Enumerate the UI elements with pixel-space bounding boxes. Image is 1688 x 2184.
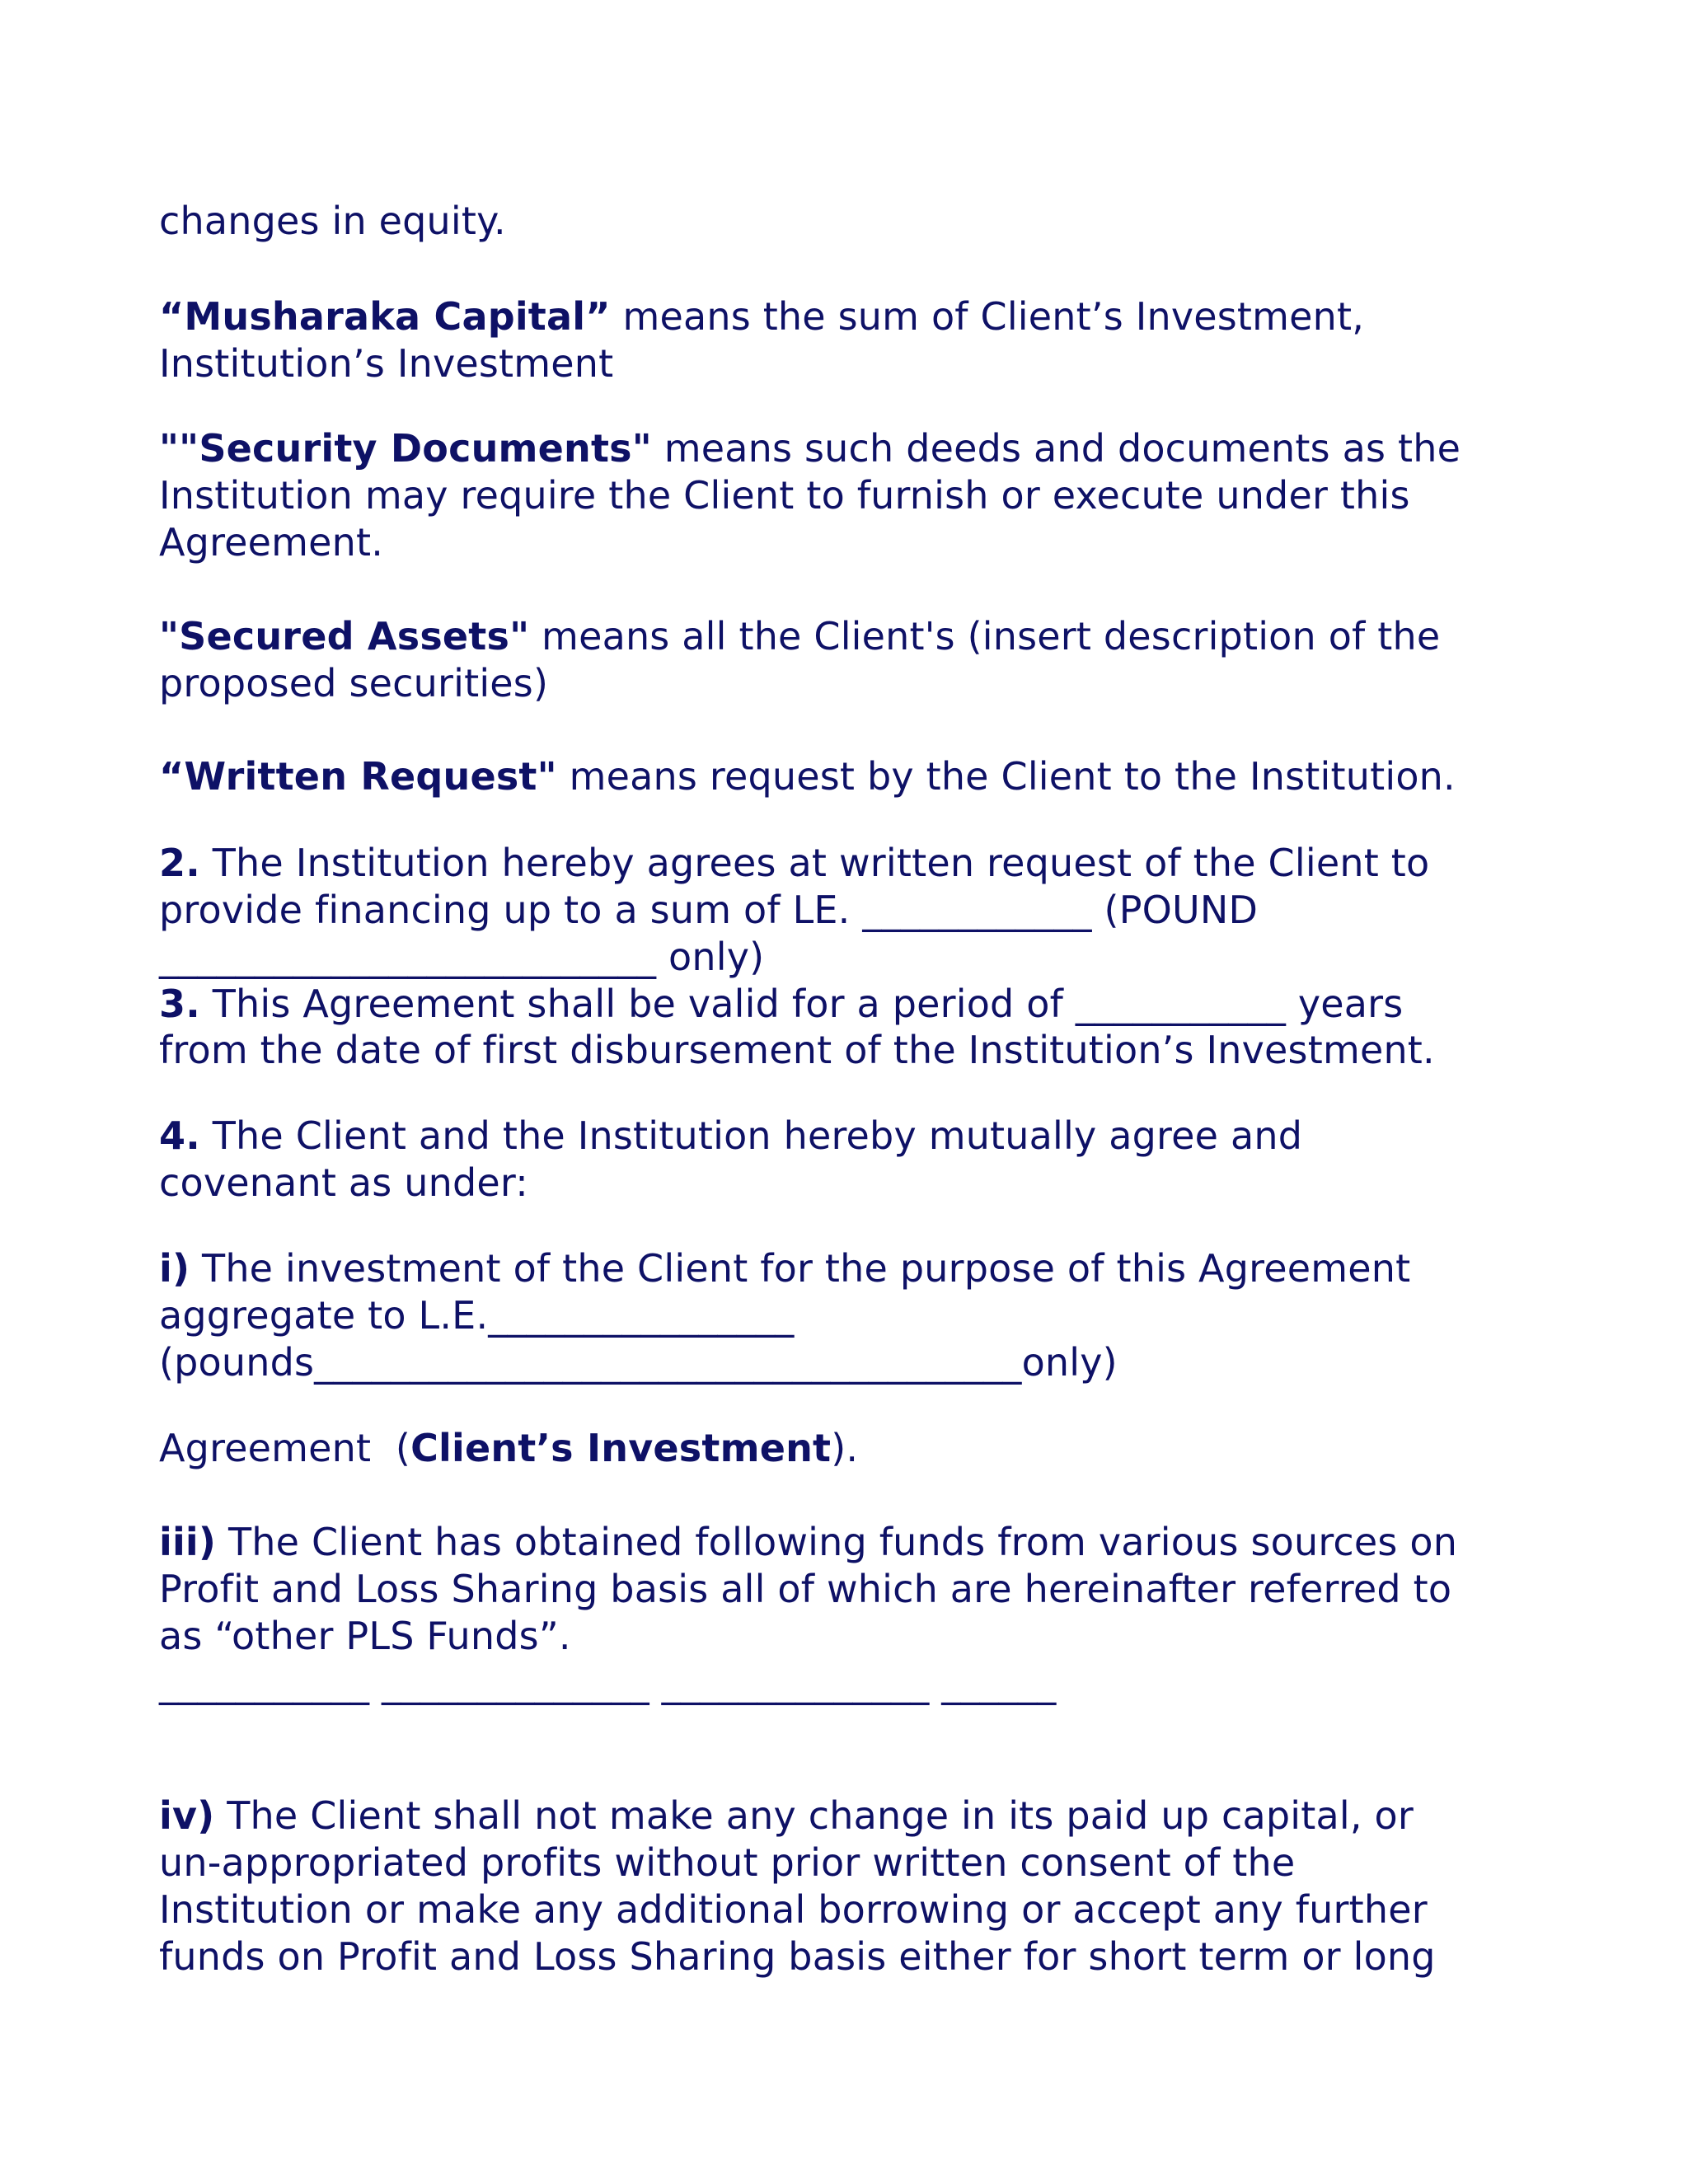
defined-term: “Musharaka Capital” (159, 294, 611, 339)
text-run: changes in equity. (159, 199, 506, 243)
clause-number: 2. (159, 841, 200, 885)
clause-number: 3. (159, 982, 200, 1026)
text-run: from the date of first disbursement of the Institution’s Investment. (159, 1028, 1435, 1072)
text-line (159, 1339, 1118, 1385)
text-line (159, 1840, 1295, 1886)
text-run: ___________ ______________ ______________ ______ (159, 1661, 1057, 1705)
clause-number: iv) (159, 1793, 215, 1838)
text-line (159, 887, 1258, 933)
text-run: Agreement ( (159, 1426, 411, 1470)
clause-2 (159, 840, 1429, 886)
text-run: means such deeds and documents as the (651, 426, 1461, 471)
definition-security-documents (159, 425, 1461, 471)
text-run: The Client has obtained following funds from various sources on (216, 1520, 1458, 1564)
text-line (159, 1566, 1451, 1612)
text-run: This Agreement shall be valid for a period of ___________ years (199, 982, 1404, 1026)
subclause-iii (159, 1519, 1457, 1565)
definition-written-request (159, 753, 1456, 799)
text-run: The investment of the Client for the purpose of this Agreement (190, 1246, 1411, 1291)
text-run: (pounds_____________________________________only) (159, 1340, 1118, 1385)
text-run: aggregate to L.E.________________ (159, 1293, 795, 1338)
text-run: means all the Client's (insert description of the (529, 614, 1441, 658)
clause-4 (159, 1113, 1302, 1159)
text-run: as “other PLS Funds”. (159, 1614, 571, 1658)
text-run: provide financing up to a sum of LE. ____________ (POUND (159, 888, 1259, 932)
text-line (159, 198, 506, 244)
text-line (159, 1933, 1436, 1980)
text-run: ). (831, 1426, 859, 1470)
text-line (159, 472, 1410, 518)
text-line (159, 1160, 528, 1206)
text-line (159, 1292, 794, 1338)
text-run: The Client shall not make any change in its paid up capital, or (214, 1793, 1414, 1838)
text-line (159, 1027, 1435, 1073)
defined-term: “Written Request" (159, 754, 557, 799)
defined-term: Client’s Investment (410, 1426, 832, 1470)
text-run: Institution or make any additional borrowing or accept any further (159, 1887, 1428, 1932)
blank-fields-line (159, 1660, 1056, 1706)
subclause-iv (159, 1793, 1414, 1839)
text-run: Institution may require the Client to furnish or execute under this (159, 473, 1410, 518)
text-run: means the sum of Client’s Investment, (610, 294, 1365, 339)
text-line (159, 340, 613, 387)
text-run: proposed securities) (159, 661, 549, 705)
text-run: funds on Profit and Loss Sharing basis either for short term or long (159, 1934, 1436, 1979)
definition-secured-assets (159, 613, 1440, 659)
text-run: __________________________ only) (159, 935, 765, 979)
subclause-i (159, 1245, 1410, 1291)
text-line (159, 660, 548, 706)
text-line (159, 934, 764, 980)
clients-investment-line (159, 1425, 858, 1471)
text-run: un-appropriated profits without prior written consent of the (159, 1840, 1296, 1885)
text-run: Institution’s Investment (159, 341, 614, 386)
text-run: The Client and the Institution hereby mutually agree and (199, 1113, 1303, 1158)
text-run: covenant as under: (159, 1160, 528, 1205)
clause-number: 4. (159, 1113, 200, 1158)
text-run: Profit and Loss Sharing basis all of which are hereinafter referred to (159, 1567, 1452, 1611)
clause-number: i) (159, 1246, 190, 1291)
text-line (159, 519, 383, 565)
defined-term: "Secured Assets" (159, 614, 530, 658)
text-run: means request by the Client to the Institution. (556, 754, 1456, 799)
text-run: Agreement. (159, 520, 384, 565)
clause-3 (159, 981, 1403, 1027)
text-run: The Institution hereby agrees at written request of the Client to (199, 841, 1430, 885)
text-line (159, 1886, 1428, 1933)
text-line (159, 1613, 571, 1659)
clause-number: iii) (159, 1520, 217, 1564)
definition-musharaka-capital (159, 293, 1364, 340)
defined-term: ""Security Documents" (159, 426, 652, 471)
